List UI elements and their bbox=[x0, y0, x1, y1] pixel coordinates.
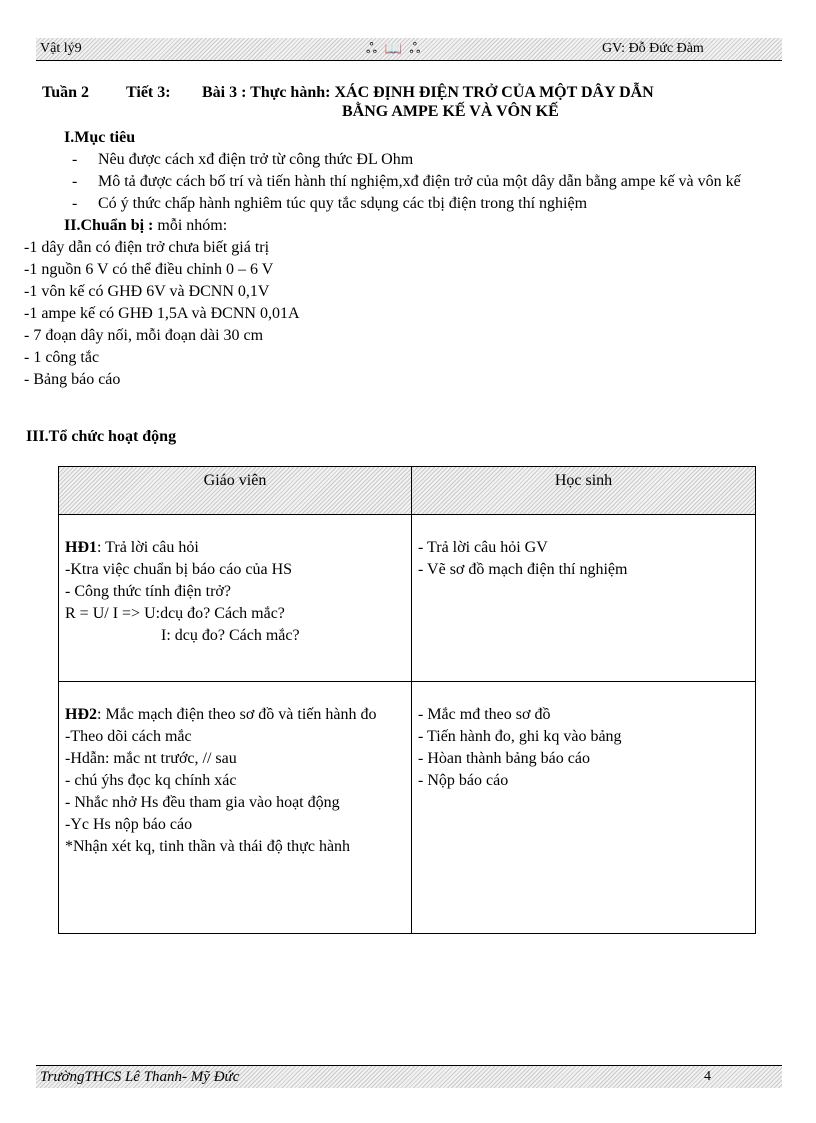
hd1-title: : Trả lời câu hỏi bbox=[97, 539, 199, 556]
section3-heading: III.Tổ chức hoạt động bbox=[26, 428, 177, 445]
row2-gv-line: -Theo dõi cách mắc bbox=[65, 728, 192, 745]
page-footer bbox=[36, 1065, 782, 1088]
header-ornament-icon: ஃ 📖 ஃ bbox=[366, 42, 423, 57]
row1-gv-line: -Ktra việc chuẩn bị báo cáo của HS bbox=[65, 561, 293, 578]
row2-hs-line: - Hòan thành bảng báo cáo bbox=[418, 750, 590, 767]
lesson-title bbox=[42, 84, 782, 121]
row2-hs-line: - Nộp báo cáo bbox=[418, 772, 509, 789]
section2-note: mỗi nhóm: bbox=[153, 217, 228, 234]
header-subject: Vật lý9 bbox=[40, 41, 82, 56]
row2-hs-line: - Tiến hành đo, ghi kq vào bảng bbox=[418, 728, 622, 745]
header-teacher-column: Giáo viên bbox=[59, 467, 412, 515]
title-line1: Bài 3 : Thực hành: XÁC ĐỊNH ĐIỆN TRỞ CỦA MỘT DÂY DẪN bbox=[202, 84, 654, 101]
page-header bbox=[36, 38, 782, 61]
title-week: Tuần 2 bbox=[42, 84, 89, 101]
row1-teacher-cell bbox=[59, 515, 412, 682]
footer-school: TrườngTHCS Lê Thanh- Mỹ Đức bbox=[40, 1069, 240, 1085]
material-item: -1 dây dẫn có điện trở chưa biết giá trị bbox=[24, 239, 270, 256]
row2-teacher-cell bbox=[59, 682, 412, 934]
section2-heading: II.Chuẩn bị : bbox=[64, 217, 154, 234]
material-item: -1 vôn kế có GHĐ 6V và ĐCNN 0,1V bbox=[24, 283, 270, 300]
row1-gv-subline: I: dcụ đo? Cách mắc? bbox=[161, 627, 300, 644]
header-student-column: Học sinh bbox=[412, 467, 756, 515]
objectives-list bbox=[72, 149, 780, 215]
row2-title bbox=[65, 704, 405, 726]
material-item: - 1 công tắc bbox=[24, 349, 100, 366]
row1-gv-line: - Công thức tính điện trở? bbox=[65, 583, 231, 600]
hd2-title: : Mắc mạch điện theo sơ đồ và tiến hành đo bbox=[97, 706, 377, 723]
lesson-content bbox=[24, 127, 780, 391]
row2-gv-line: - Nhắc nhở Hs đều tham gia vào hoạt động bbox=[65, 794, 340, 811]
row2-gv-line: *Nhận xét kq, tinh thần và thái độ thực hành bbox=[65, 838, 351, 855]
row2-hs-line: - Mắc mđ theo sơ đồ bbox=[418, 706, 551, 723]
material-item: -1 nguồn 6 V có thể điều chỉnh 0 – 6 V bbox=[24, 261, 274, 278]
material-item: -1 ampe kế có GHĐ 1,5A và ĐCNN 0,01A bbox=[24, 305, 300, 322]
title-period: Tiết 3: bbox=[126, 84, 171, 101]
objective-item: - Có ý thức chấp hành nghiêm túc quy tắc sdụng các tbị điện trong thí nghiệm bbox=[72, 193, 780, 215]
material-item: - Bảng báo cáo bbox=[24, 371, 121, 388]
row2-gv-line: - chú ýhs đọc kq chính xác bbox=[65, 772, 237, 789]
row1-gv-line: R = U/ I => U:dcụ đo? Cách mắc? bbox=[65, 605, 285, 622]
row1-title bbox=[65, 537, 405, 559]
materials-list bbox=[24, 237, 780, 391]
page-number: 4 bbox=[704, 1069, 711, 1084]
row2-gv-line: -Hdẫn: mắc nt trước, // sau bbox=[65, 750, 237, 767]
objective-item: - Nêu được cách xđ điện trở từ công thức ĐL Ohm bbox=[72, 149, 780, 171]
section2-heading-line bbox=[64, 215, 780, 237]
row1-student-cell bbox=[412, 515, 756, 682]
objective-item: - Mô tả được cách bố trí và tiến hành thí nghiệm,xđ điện trở của một dây dẫn bằng ampe kế và vôn kế bbox=[72, 171, 780, 193]
row2-student-cell bbox=[412, 682, 756, 934]
row2-gv-line: -Yc Hs nộp báo cáo bbox=[65, 816, 193, 833]
activities-table bbox=[58, 466, 756, 934]
header-teacher: GV: Đỗ Đức Đàm bbox=[602, 41, 704, 56]
title-line2: BẰNG AMPE KẾ VÀ VÔN KẾ bbox=[342, 103, 559, 120]
hd1-label: HĐ1 bbox=[65, 539, 97, 556]
hd2-label: HĐ2 bbox=[65, 706, 97, 723]
row1-hs-line: - Vẽ sơ đồ mạch điện thí nghiệm bbox=[418, 561, 628, 578]
row1-hs-line: - Trả lời câu hỏi GV bbox=[418, 539, 548, 556]
section1-heading: I.Mục tiêu bbox=[64, 129, 136, 146]
material-item: - 7 đoạn dây nối, mỗi đoạn dài 30 cm bbox=[24, 327, 264, 344]
